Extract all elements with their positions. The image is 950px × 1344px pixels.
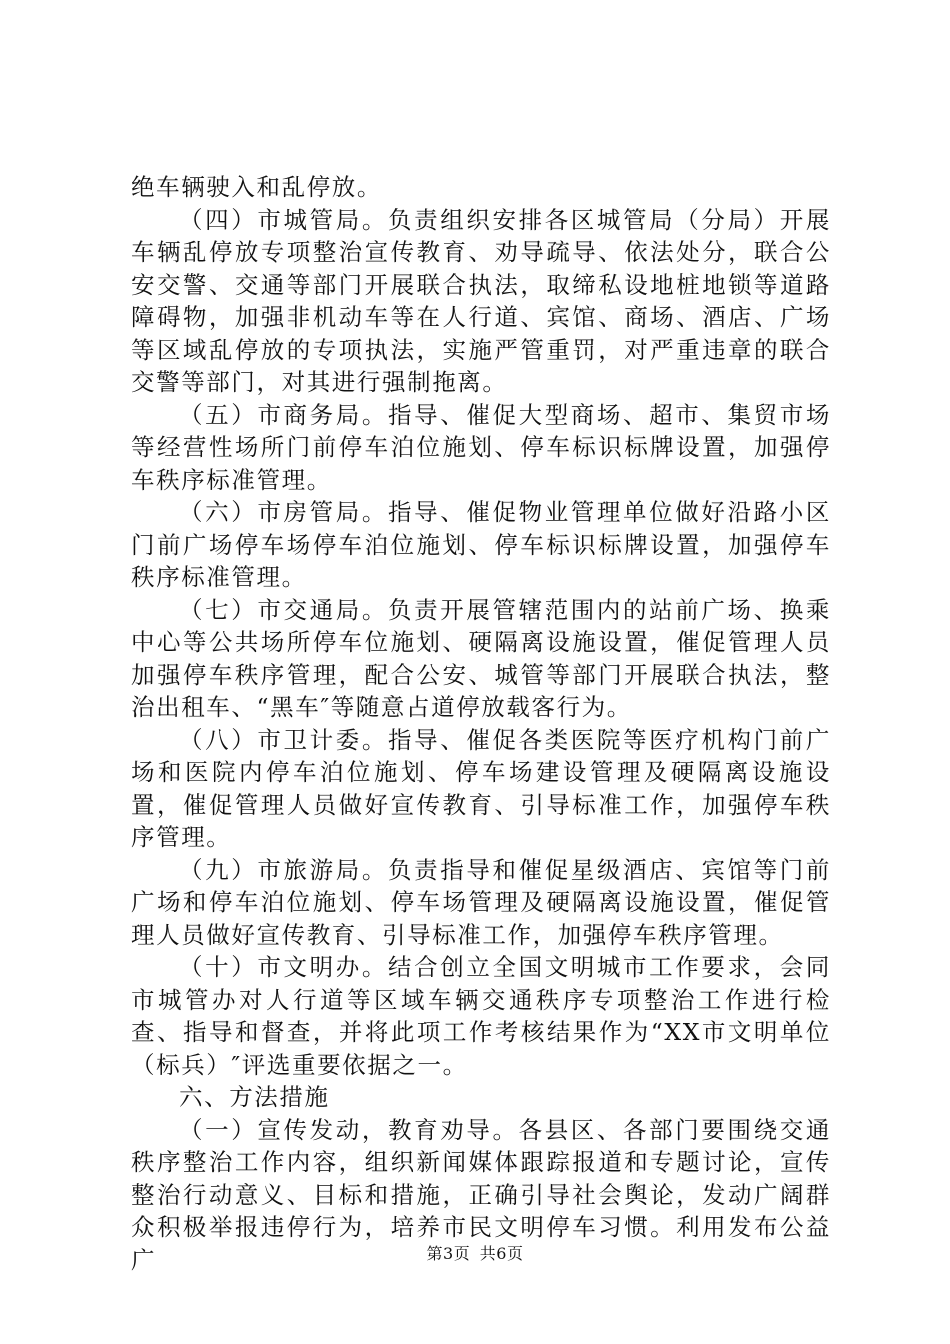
total-page-count: 共6页 xyxy=(479,1244,524,1263)
paragraph-tourism-bureau: （九）市旅游局。负责指导和催促星级酒店、宾馆等门前广场和停车泊位施划、停车场管理及硬隔离设施设置，催促管理人员做好宣传教育、引导标准工作，加强停车秩序管理。 xyxy=(131,855,831,949)
current-page-number: 第3页 xyxy=(426,1244,471,1263)
page-footer xyxy=(0,1244,950,1264)
paragraph-publicity: （一）宣传发动，教育劝导。各县区、各部门要围绕交通秩序整治工作内容，组织新闻媒体跟踪报道和专题讨论，宣传整治行动意义、目标和措施，正确引导社会舆论，发动广阔群众积极举报违停行为，培养市民文明停车习惯。利用发布公益广 xyxy=(131,1115,831,1274)
paragraph-civilization-office: （十）市文明办。结合创立全国文明城市工作要求，会同市城管办对人行道等区域车辆交通秩序专项整治工作进行检查、指导和督查，并将此项工作考核结果作为“XX市文明单位（标兵）″评选重要依据之一。 xyxy=(131,953,831,1079)
paragraph-commerce-bureau: （五）市商务局。指导、催促大型商场、超市、集贸市场等经营性场所门前停车泊位施划、停车标识标牌设置，加强停车秩序标准管理。 xyxy=(131,400,831,494)
paragraph-city-management-bureau: （四）市城管局。负责组织安排各区城管局（分局）开展车辆乱停放专项整治宣传教育、劝导疏导、依法处分，联合公安交警、交通等部门开展联合执法，取缔私设地桩地锁等道路障碍物，加强非机动车等在人行道、宾馆、商场、酒店、广场等区域乱停放的专项执法，实施严管重罚，对严重违章的联合交警等部门，对其进行强制拖离。 xyxy=(131,205,831,396)
section-heading-methods: 六、方法措施 xyxy=(179,1083,330,1111)
paragraph-health-commission: （八）市卫计委。指导、催促各类医院等医疗机构门前广场和医院内停车泊位施划、停车场建设管理及硬隔离设施设置，催促管理人员做好宣传教育、引导标准工作，加强停车秩序管理。 xyxy=(131,725,831,851)
document-body xyxy=(131,171,831,1276)
paragraph-transport-bureau: （七）市交通局。负责开展管辖范围内的站前广场、换乘中心等公共场所停车位施划、硬隔离设施设置，催促管理人员加强停车秩序管理，配合公安、城管等部门开展联合执法，整治出租车、“黑车″等随意占道停放载客行为。 xyxy=(131,595,831,721)
paragraph-continuation: 绝车辆驶入和乱停放。 xyxy=(131,173,382,201)
paragraph-housing-bureau: （六）市房管局。指导、催促物业管理单位做好沿路小区门前广场停车场停车泊位施划、停车标识标牌设置，加强停车秩序标准管理。 xyxy=(131,498,831,591)
